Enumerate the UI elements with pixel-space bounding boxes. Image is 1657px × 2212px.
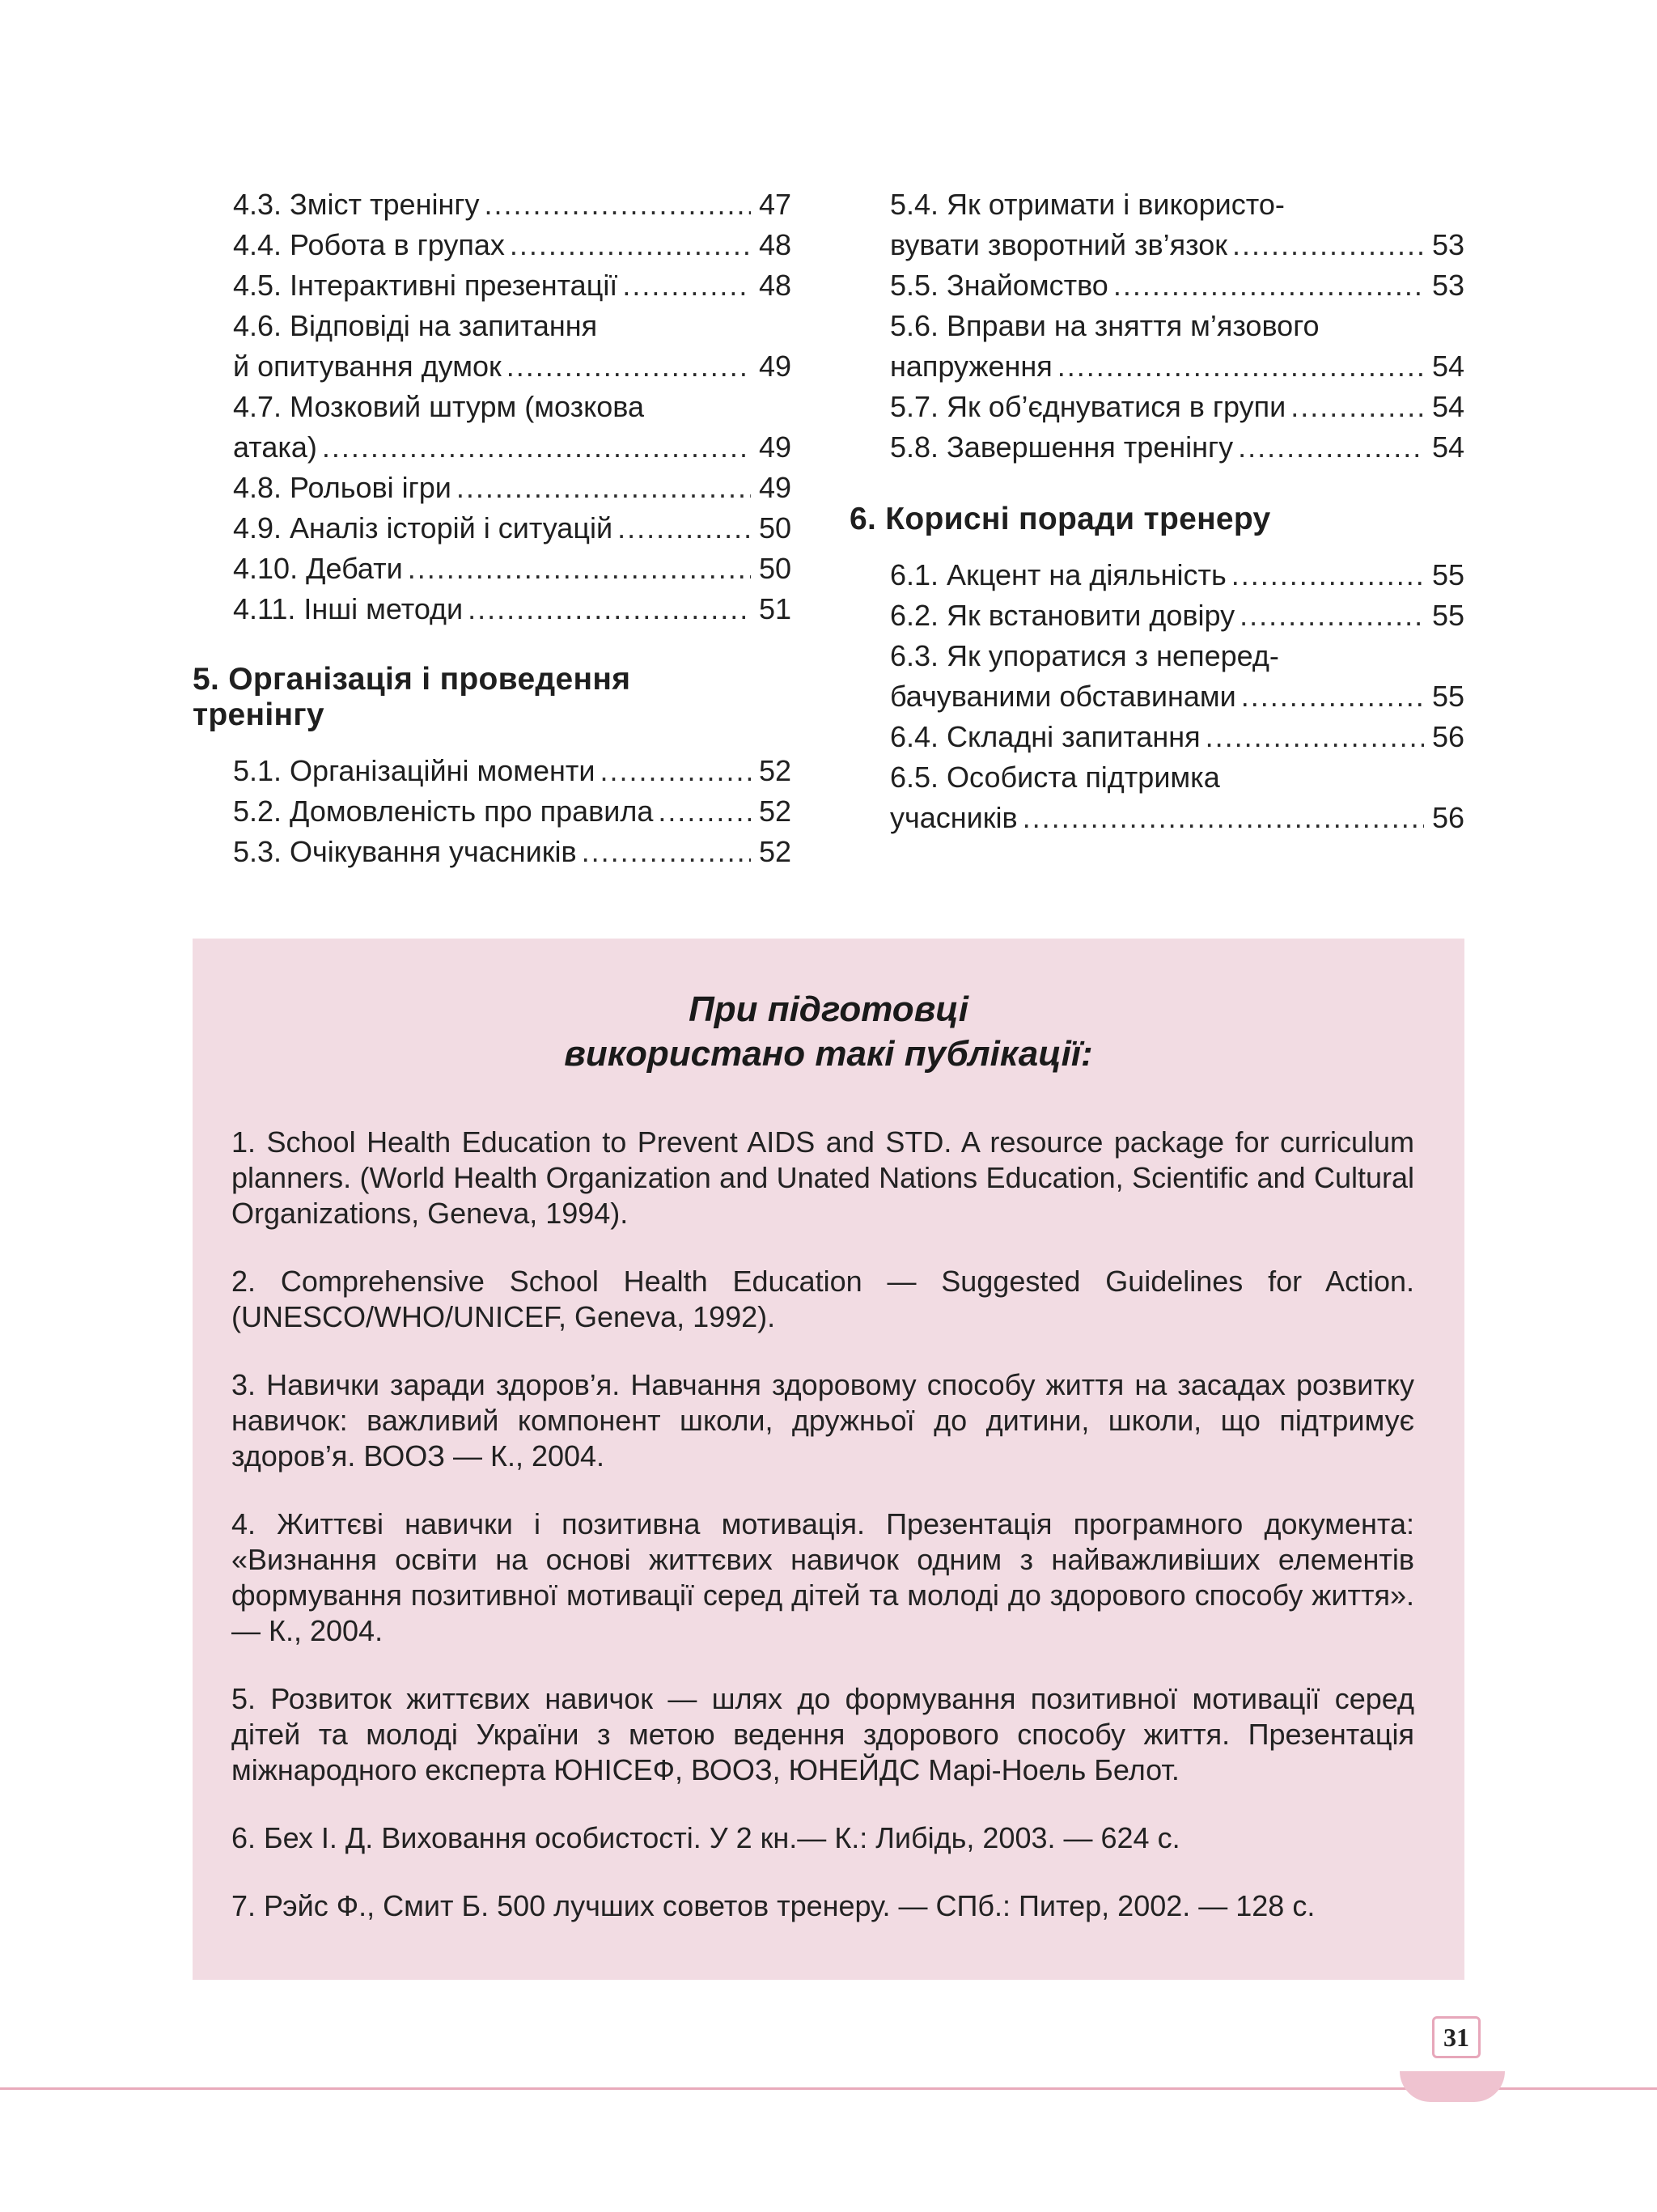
toc-item-page: 48 [758,269,791,302]
toc-item-text: 5.5. Знайомство [890,269,1108,302]
toc-item[interactable] [193,589,791,629]
toc-leader-dots [456,468,751,508]
toc-item[interactable] [193,791,791,832]
toc-item-text-line1: 6.3. Як упоратися з неперед- [890,639,1279,672]
toc-item-text: 5.3. Очікування учасників [233,835,577,868]
toc-leader-dots [622,265,751,306]
reference-item: 3. Навички заради здоров’я. Навчання здоровому способу життя на засадах розвитку навичок: важливий компонент школи, дружньої до дитини, школи, що підтримує здоров’я. ВООЗ — К., 2004. [231,1368,1414,1473]
toc-item-page: 56 [1431,720,1464,753]
references-list [231,1125,1414,1956]
toc-leader-dots [1023,798,1424,838]
toc-item-text-line1: 4.7. Мозковий штурм (мозкова [233,390,645,423]
toc-item-page: 50 [758,511,791,545]
toc-item-page: 54 [1431,430,1464,464]
toc-leader-dots [484,184,751,225]
toc-leader-dots [582,832,751,872]
toc-item-page: 50 [758,552,791,585]
reference-item: 2. Comprehensive School Health Education — Suggested Guidelines for Action. (UNESCO/WHO/UNICEF, Geneva, 1992). [231,1265,1414,1333]
toc-item-text: 5.8. Завершення тренінгу [890,430,1234,464]
toc-item-text: 5.7. Як об’єднуватися в групи [890,390,1286,423]
toc-item-page: 56 [1431,801,1464,834]
toc-item[interactable] [850,757,1464,838]
toc-item-page: 52 [758,835,791,868]
toc-leader-dots [1241,676,1424,717]
toc-leader-dots [468,589,751,629]
toc-list-section-6 [850,555,1464,838]
toc-item[interactable] [850,184,1464,265]
toc-item[interactable] [193,832,791,872]
toc-item-text-line1: 5.4. Як отримати і використо- [890,188,1285,221]
toc-item-text: 4.8. Рольові ігри [233,471,451,504]
section-5-title-line1: 5. Організація і проведення [193,662,631,697]
toc-list-section-4 [193,184,791,629]
reference-item: 5. Розвиток життєвих навичок — шлях до формування позитивної мотивації серед дітей та молоді України з метою ведення здорового способу життя. Презентація міжнародного експерта ЮНІСЕФ, ВООЗ, ЮНЕЙДС Марі-Ноель Белот. [231,1682,1414,1786]
toc-right-column [850,184,1464,838]
toc-list-section-5 [193,751,791,872]
toc-item-text: 4.11. Інші методи [233,592,464,625]
footer-tab-decoration [1400,2071,1505,2102]
toc-item[interactable] [193,265,791,306]
toc-item-page: 49 [758,471,791,504]
toc-item[interactable] [850,306,1464,387]
toc-leader-dots [617,508,751,549]
toc-item-text: напруження [890,350,1053,383]
toc-item-page: 52 [758,754,791,787]
toc-item-text: 4.10. Дебати [233,552,403,585]
toc-leader-dots [408,549,751,589]
reference-item: 6. Бех І. Д. Виховання особистості. У 2 кн.— К.: Либідь, 2003. — 624 с. [231,1821,1180,1854]
references-box [193,939,1464,1980]
toc-list-section-5-continued [850,184,1464,468]
toc-item[interactable] [850,717,1464,757]
toc-item-text: атака) [233,430,317,464]
toc-item-text: 5.1. Організаційні моменти [233,754,595,787]
toc-item-page: 55 [1431,558,1464,591]
toc-item[interactable] [850,265,1464,306]
references-title-line1: При підготовці [689,989,968,1029]
toc-item-page: 54 [1431,350,1464,383]
toc-item-page: 55 [1431,599,1464,632]
toc-leader-dots [322,427,751,468]
toc-item-text: вувати зворотний зв’язок [890,228,1227,261]
toc-item-text: 4.5. Інтерактивні презентації [233,269,618,302]
toc-leader-dots [1113,265,1424,306]
toc-leader-dots [1232,225,1424,265]
references-title-line2: використано такі публікації: [564,1034,1093,1074]
section-5-title-line2: тренінгу [193,697,324,732]
toc-item-text: учасників [890,801,1018,834]
toc-item[interactable] [193,387,791,468]
toc-item-page: 52 [758,795,791,828]
toc-item[interactable] [850,555,1464,595]
toc-leader-dots [1206,717,1424,757]
page-number: 31 [1432,2016,1481,2058]
toc-item-page: 55 [1431,680,1464,713]
toc-item[interactable] [193,508,791,549]
reference-item: 1. School Health Education to Prevent AIDS and STD. A resource package for curriculum planners. (World Health Organization and Unated Nations Education, Scientific and Cultural Organizations, Geneva, 1994). [231,1125,1414,1230]
toc-item-text: 5.2. Домовленість про правила [233,795,654,828]
toc-item-text: 4.3. Зміст тренінгу [233,188,480,221]
toc-item-page: 53 [1431,269,1464,302]
toc-item-text-line1: 4.6. Відповіді на запитання [233,309,598,342]
toc-leader-dots [1057,346,1424,387]
toc-leader-dots [506,346,751,387]
toc-item[interactable] [193,751,791,791]
toc-item-page: 49 [758,430,791,464]
toc-item[interactable] [193,184,791,225]
toc-item-page: 47 [758,188,791,221]
toc-item-text: 4.4. Робота в групах [233,228,505,261]
toc-item-page: 49 [758,350,791,383]
toc-item-page: 54 [1431,390,1464,423]
section-5-title [193,662,791,733]
toc-leader-dots [1238,427,1424,468]
toc-item-page: 48 [758,228,791,261]
toc-item-page: 53 [1431,228,1464,261]
toc-item[interactable] [850,387,1464,427]
toc-leader-dots [658,791,751,832]
toc-item-text: 6.1. Акцент на діяльність [890,558,1227,591]
toc-leader-dots [510,225,751,265]
reference-item: 4. Життєві навички і позитивна мотивація. Презентація програмного документа: «Визнання освіти на основі життєвих навичок одним з найважливіших елементів формування позитивної мотивації серед дітей та молоді до здорового способу життя». — К., 2004. [231,1507,1414,1647]
toc-left-column [193,184,791,872]
toc-leader-dots [1290,387,1424,427]
toc-item[interactable] [193,468,791,508]
toc-leader-dots [1231,555,1424,595]
toc-item-page: 51 [758,592,791,625]
toc-item-text: 6.2. Як встановити довіру [890,599,1235,632]
toc-item[interactable] [850,636,1464,717]
toc-item[interactable] [193,225,791,265]
toc-item-text: й опитування думок [233,350,502,383]
toc-item[interactable] [193,549,791,589]
toc-item[interactable] [850,595,1464,636]
toc-item[interactable] [850,427,1464,468]
toc-leader-dots [1240,595,1424,636]
references-title [193,987,1464,1076]
toc-item-text: 4.9. Аналіз історій і ситуацій [233,511,613,545]
toc-item-text: бачуваними обставинами [890,680,1236,713]
toc-item[interactable] [193,306,791,387]
section-6-title: 6. Корисні поради тренеру [850,502,1271,536]
toc-leader-dots [600,751,751,791]
toc-item-text-line1: 5.6. Вправи на зняття м’язового [890,309,1320,342]
reference-item: 7. Рэйс Ф., Смит Б. 500 лучших советов тренеру. — СПб.: Питер, 2002. — 128 с. [231,1889,1316,1922]
toc-item-text: 6.4. Складні запитання [890,720,1201,753]
toc-item-text-line1: 6.5. Особиста підтримка [890,761,1220,794]
